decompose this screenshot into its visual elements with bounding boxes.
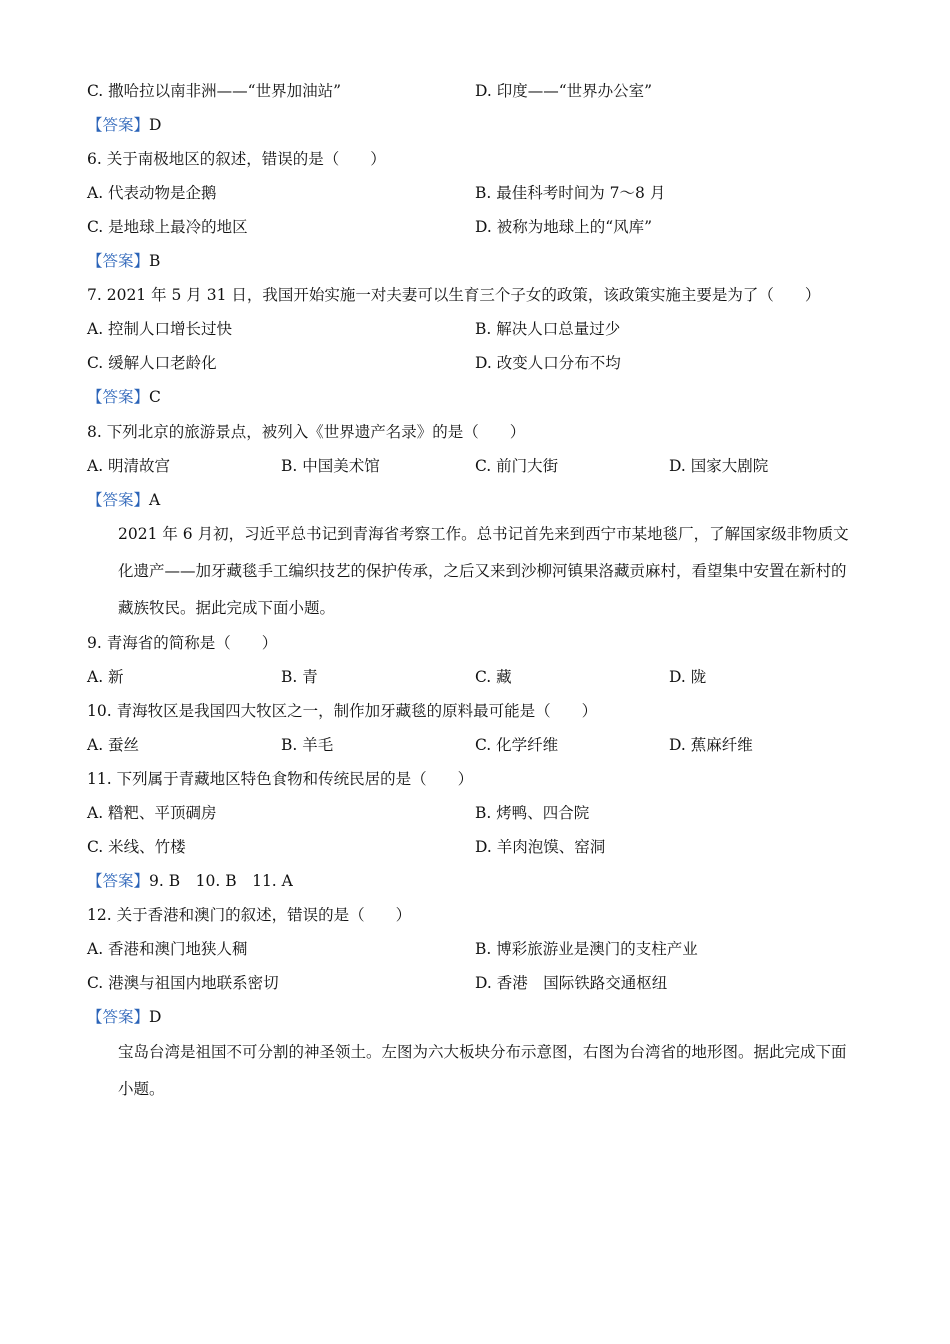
answer-tag: 【答案】 [87, 116, 150, 134]
q6-option-a: A. 代表动物是企鹅 [87, 184, 217, 202]
q9-stem: 9. 青海省的简称是（ ） [87, 634, 278, 652]
q6-answer [87, 249, 160, 273]
answer-value: D [149, 1008, 162, 1026]
q5-answer [87, 113, 161, 137]
passage-qinghai [87, 516, 859, 627]
q7-answer [87, 385, 161, 409]
q11-option-d: D. 羊肉泡馍、窑洞 [475, 838, 606, 856]
q8-answer [87, 488, 160, 512]
q12-option-c: C. 港澳与祖国内地联系密切 [87, 974, 279, 992]
q12-option-b: B. 博彩旅游业是澳门的支柱产业 [475, 940, 698, 958]
q9-11-answer [87, 869, 293, 893]
q10-stem: 10. 青海牧区是我国四大牧区之一，制作加牙藏毯的原料最可能是（ ） [87, 702, 598, 720]
q12-option-d: D. 香港 国际铁路交通枢纽 [475, 974, 668, 992]
q10-option-b: B. 羊毛 [281, 736, 334, 754]
q12-answer [87, 1005, 161, 1029]
answer-tag: 【答案】 [87, 1008, 150, 1026]
passage-text: 宝岛台湾是祖国不可分割的神圣领土。左图为六大板块分布示意图，右图为台湾省的地形图。据此完成下面小题。 [118, 1043, 847, 1098]
q7-option-b: B. 解决人口总量过少 [475, 320, 621, 338]
q5-option-c: C. 撒哈拉以南非洲——“世界加油站” [87, 82, 342, 100]
q6-option-b: B. 最佳科考时间为 7～8 月 [475, 184, 666, 202]
q7-option-c: C. 缓解人口老龄化 [87, 354, 217, 372]
q9-option-a: A. 新 [87, 668, 124, 686]
q8-option-a: A. 明清故宫 [87, 457, 171, 475]
q12-option-a: A. 香港和澳门地狭人稠 [87, 940, 248, 958]
answer-tag: 【答案】 [87, 872, 150, 890]
q6-option-c: C. 是地球上最冷的地区 [87, 218, 248, 236]
q6-option-d: D. 被称为地球上的“风库” [475, 218, 653, 236]
q11-option-b: B. 烤鸭、四合院 [475, 804, 590, 822]
q8-option-c: C. 前门大街 [475, 457, 559, 475]
q11-option-c: C. 米线、竹楼 [87, 838, 186, 856]
q6-stem: 6. 关于南极地区的叙述，错误的是（ ） [87, 150, 386, 168]
answer-tag: 【答案】 [87, 252, 150, 270]
q10-option-d: D. 蕉麻纤维 [669, 736, 753, 754]
q9-option-c: C. 藏 [475, 668, 512, 686]
q9-option-d: D. 陇 [669, 668, 707, 686]
answer-value: D [149, 116, 162, 134]
passage-text: 2021 年 6 月初，习近平总书记到青海省考察工作。总书记首先来到西宁市某地毯厂，了解国家级非物质文化遗产——加牙藏毯手工编织技艺的保护传承，之后又来到沙柳河镇果洛藏贡麻村，看望集中安置在新村的藏族牧民。据此完成下面小题。 [118, 525, 849, 617]
q5-option-d: D. 印度——“世界办公室” [475, 82, 653, 100]
q12-stem: 12. 关于香港和澳门的叙述，错误的是（ ） [87, 906, 412, 924]
q7-option-d: D. 改变人口分布不均 [475, 354, 621, 372]
q11-stem: 11. 下列属于青藏地区特色食物和传统民居的是（ ） [87, 770, 474, 788]
q9-option-b: B. 青 [281, 668, 318, 686]
answer-value: A [149, 491, 161, 509]
answer-tag: 【答案】 [87, 491, 150, 509]
q8-stem: 8. 下列北京的旅游景点，被列入《世界遗产名录》的是（ ） [87, 423, 526, 441]
q11-option-a: A. 糌粑、平顶碉房 [87, 804, 217, 822]
passage-taiwan [87, 1034, 859, 1108]
answer-value: B [149, 252, 161, 270]
q10-option-c: C. 化学纤维 [475, 736, 559, 754]
q10-option-a: A. 蚕丝 [87, 736, 140, 754]
q7-option-a: A. 控制人口增长过快 [87, 320, 233, 338]
answer-tag: 【答案】 [87, 388, 150, 406]
answer-value: C [149, 388, 161, 406]
q8-option-b: B. 中国美术馆 [281, 457, 380, 475]
answer-value: 9. B 10. B 11. A [149, 872, 293, 890]
q8-option-d: D. 国家大剧院 [669, 457, 769, 475]
q7-stem: 7. 2021 年 5 月 31 日，我国开始实施一对夫妻可以生育三个子女的政策，该政策实施主要是为了（ ） [87, 286, 821, 304]
